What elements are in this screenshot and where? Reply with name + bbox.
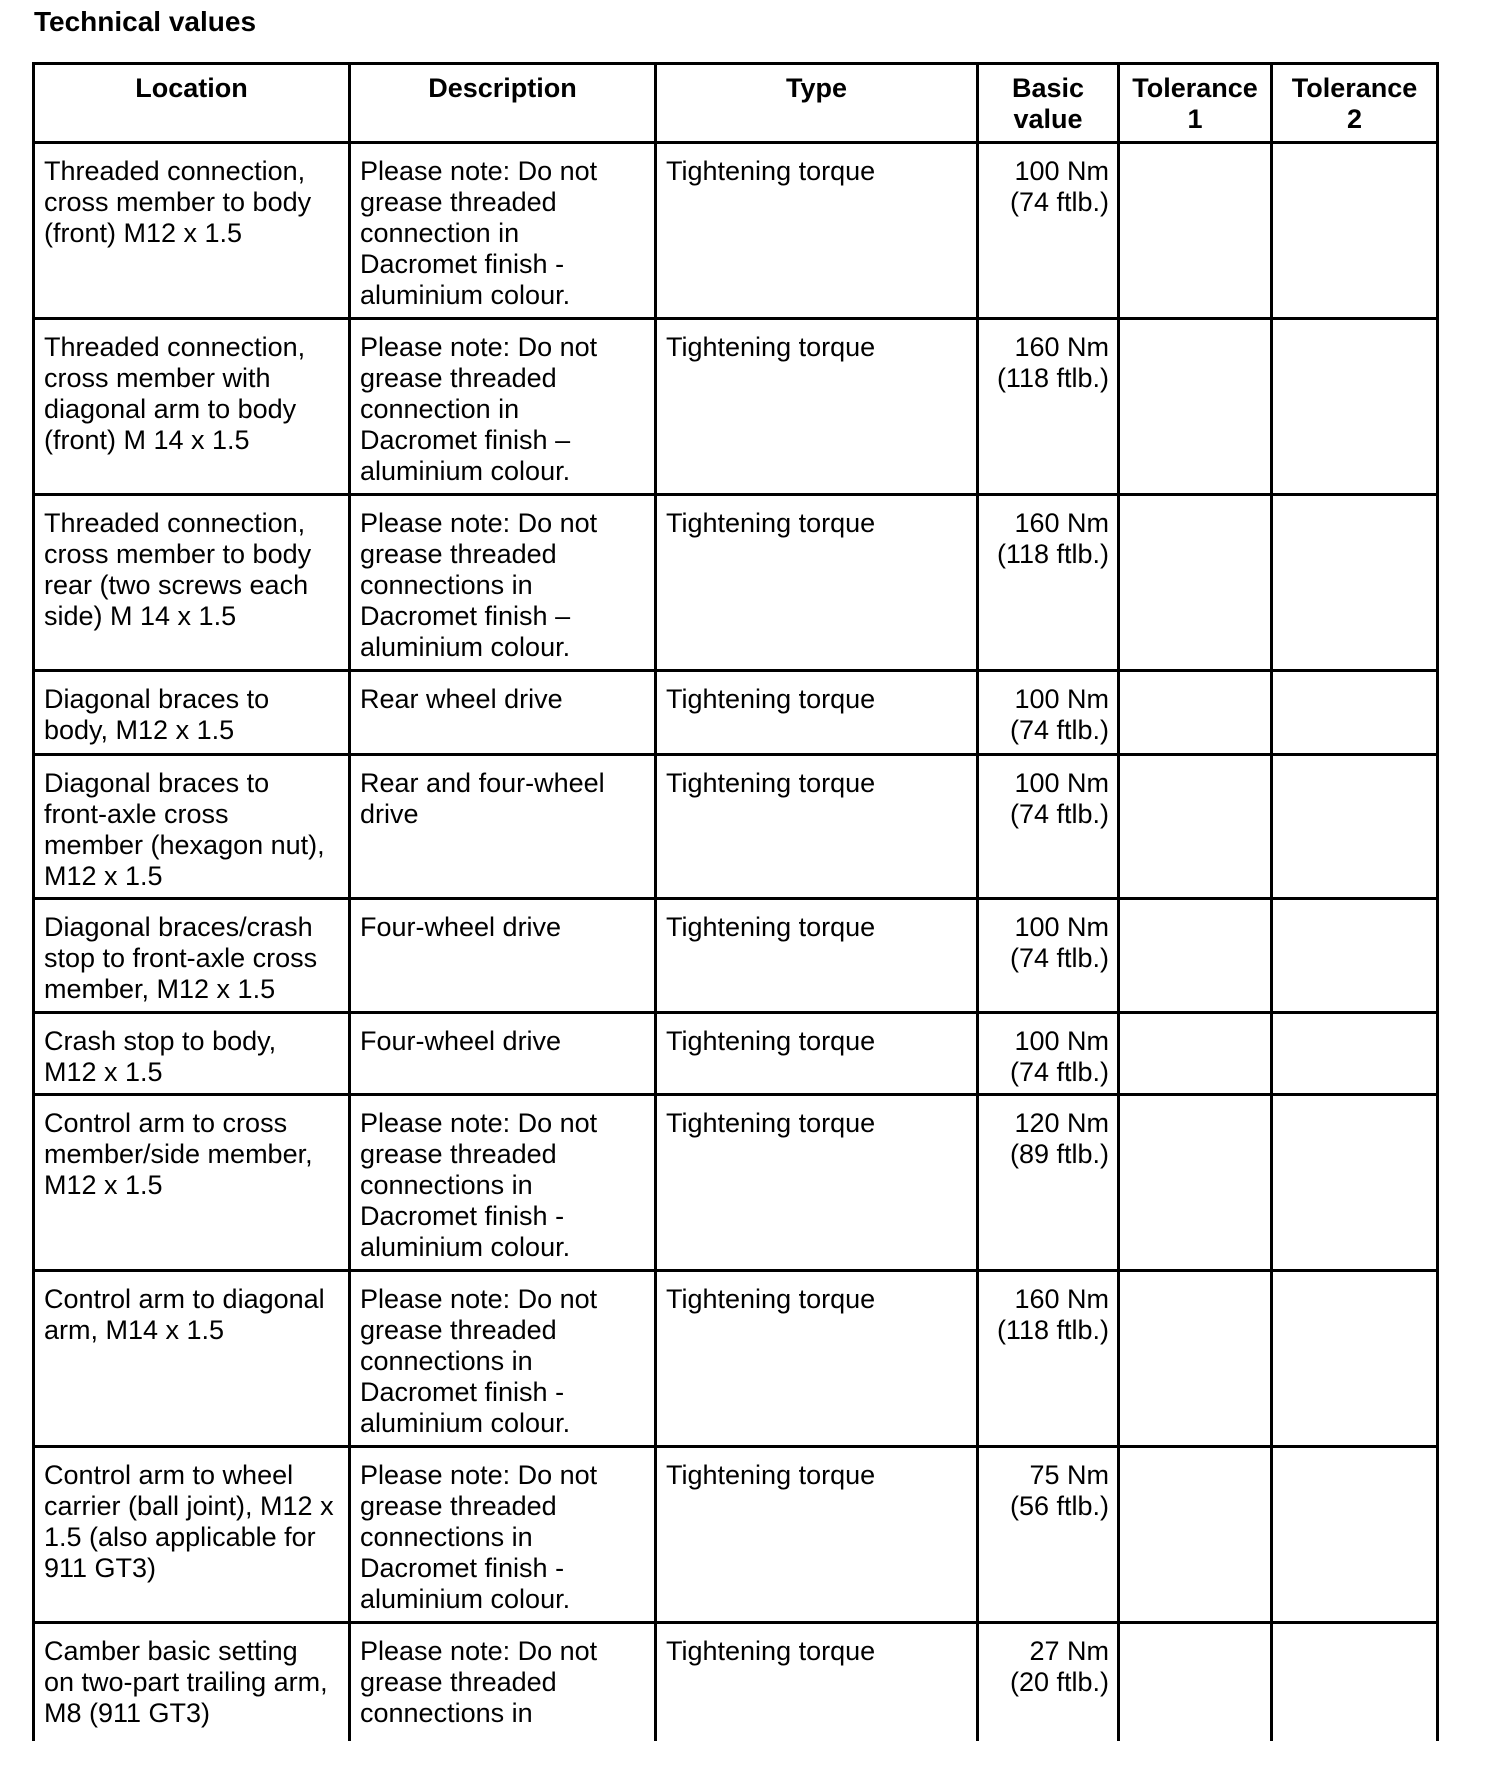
cell-type: Tightening torque — [656, 319, 978, 495]
table-row — [34, 1013, 1438, 1095]
cell-basic-value: 160 Nm (118 ftlb.) — [978, 495, 1119, 671]
header-tolerance-1: Tolerance 1 — [1119, 64, 1272, 143]
cell-type: Tightening torque — [656, 1623, 978, 1741]
cell-location: Control arm to diagonal arm, M14 x 1.5 — [34, 1271, 350, 1447]
table-row — [34, 1623, 1438, 1741]
cell-tolerance-2 — [1272, 319, 1438, 495]
table-row — [34, 671, 1438, 755]
cell-tolerance-2 — [1272, 143, 1438, 319]
technical-values-table — [32, 62, 1439, 1741]
cell-tolerance-2 — [1272, 755, 1438, 899]
cell-location: Threaded connection, cross member to body rear (two screws each side) M 14 x 1.5 — [34, 495, 350, 671]
cell-location: Crash stop to body, M12 x 1.5 — [34, 1013, 350, 1095]
cell-basic-value: 100 Nm (74 ftlb.) — [978, 671, 1119, 755]
cell-tolerance-2 — [1272, 495, 1438, 671]
cell-type: Tightening torque — [656, 1447, 978, 1623]
cell-basic-value: 120 Nm (89 ftlb.) — [978, 1095, 1119, 1271]
cell-location: Camber basic setting on two-part trailing arm, M8 (911 GT3) — [34, 1623, 350, 1741]
page-title: Technical values — [34, 6, 257, 37]
cell-basic-value: 160 Nm (118 ftlb.) — [978, 1271, 1119, 1447]
cell-basic-value: 100 Nm (74 ftlb.) — [978, 143, 1119, 319]
cell-type: Tightening torque — [656, 899, 978, 1013]
table-row — [34, 755, 1438, 899]
cell-basic-value: 75 Nm (56 ftlb.) — [978, 1447, 1119, 1623]
cell-location: Threaded connection, cross member to body (front) M12 x 1.5 — [34, 143, 350, 319]
cell-description: Rear and four-wheel drive — [350, 755, 656, 899]
cell-tolerance-1 — [1119, 1095, 1272, 1271]
cell-description: Please note: Do not grease threaded connection in Dacromet finish - aluminium colour. — [350, 143, 656, 319]
cell-tolerance-1 — [1119, 1447, 1272, 1623]
cell-tolerance-2 — [1272, 1095, 1438, 1271]
cell-description: Please note: Do not grease threaded connections in Dacromet finish – aluminium colour. — [350, 495, 656, 671]
header-location: Location — [34, 64, 350, 143]
cell-tolerance-1 — [1119, 1271, 1272, 1447]
cell-tolerance-1 — [1119, 899, 1272, 1013]
cell-description: Four-wheel drive — [350, 1013, 656, 1095]
table-row — [34, 143, 1438, 319]
cell-location: Diagonal braces/crash stop to front-axle cross member, M12 x 1.5 — [34, 899, 350, 1013]
cell-description: Please note: Do not grease threaded connections in Dacromet finish - aluminium colour. — [350, 1271, 656, 1447]
cell-basic-value: 100 Nm (74 ftlb.) — [978, 755, 1119, 899]
cell-description: Rear wheel drive — [350, 671, 656, 755]
cell-basic-value: 27 Nm (20 ftlb.) — [978, 1623, 1119, 1741]
table-row — [34, 1095, 1438, 1271]
header-basic-value: Basic value — [978, 64, 1119, 143]
cell-tolerance-2 — [1272, 1013, 1438, 1095]
cell-type: Tightening torque — [656, 1095, 978, 1271]
header-description: Description — [350, 64, 656, 143]
cell-type: Tightening torque — [656, 755, 978, 899]
cell-type: Tightening torque — [656, 143, 978, 319]
cell-tolerance-1 — [1119, 671, 1272, 755]
cell-type: Tightening torque — [656, 1271, 978, 1447]
cell-description: Please note: Do not grease threaded connection in Dacromet finish – aluminium colour. — [350, 319, 656, 495]
cell-basic-value: 160 Nm (118 ftlb.) — [978, 319, 1119, 495]
cell-tolerance-1 — [1119, 319, 1272, 495]
cell-basic-value: 100 Nm (74 ftlb.) — [978, 899, 1119, 1013]
table-header-row — [34, 64, 1438, 143]
header-type: Type — [656, 64, 978, 143]
cell-location: Control arm to cross member/side member, M12 x 1.5 — [34, 1095, 350, 1271]
cell-description: Please note: Do not grease threaded connections in Dacromet finish - aluminium colour. — [350, 1095, 656, 1271]
table-row — [34, 495, 1438, 671]
cell-tolerance-2 — [1272, 1447, 1438, 1623]
cell-tolerance-2 — [1272, 1271, 1438, 1447]
cell-description: Please note: Do not grease threaded connections in — [350, 1623, 656, 1741]
table-row — [34, 899, 1438, 1013]
header-tolerance-2: Tolerance 2 — [1272, 64, 1438, 143]
cell-tolerance-1 — [1119, 495, 1272, 671]
cell-type: Tightening torque — [656, 495, 978, 671]
cell-tolerance-1 — [1119, 143, 1272, 319]
cell-tolerance-2 — [1272, 899, 1438, 1013]
cell-tolerance-2 — [1272, 671, 1438, 755]
cell-tolerance-1 — [1119, 1623, 1272, 1741]
cell-tolerance-1 — [1119, 1013, 1272, 1095]
cell-description: Four-wheel drive — [350, 899, 656, 1013]
table-row — [34, 1271, 1438, 1447]
cell-location: Control arm to wheel carrier (ball joint), M12 x 1.5 (also applicable for 911 GT3) — [34, 1447, 350, 1623]
cell-basic-value: 100 Nm (74 ftlb.) — [978, 1013, 1119, 1095]
cell-tolerance-2 — [1272, 1623, 1438, 1741]
cell-type: Tightening torque — [656, 671, 978, 755]
cell-location: Diagonal braces to body, M12 x 1.5 — [34, 671, 350, 755]
cell-type: Tightening torque — [656, 1013, 978, 1095]
cell-location: Threaded connection, cross member with diagonal arm to body (front) M 14 x 1.5 — [34, 319, 350, 495]
cell-description: Please note: Do not grease threaded connections in Dacromet finish - aluminium colour. — [350, 1447, 656, 1623]
cell-location: Diagonal braces to front-axle cross member (hexagon nut), M12 x 1.5 — [34, 755, 350, 899]
table-row — [34, 319, 1438, 495]
table-row — [34, 1447, 1438, 1623]
cell-tolerance-1 — [1119, 755, 1272, 899]
